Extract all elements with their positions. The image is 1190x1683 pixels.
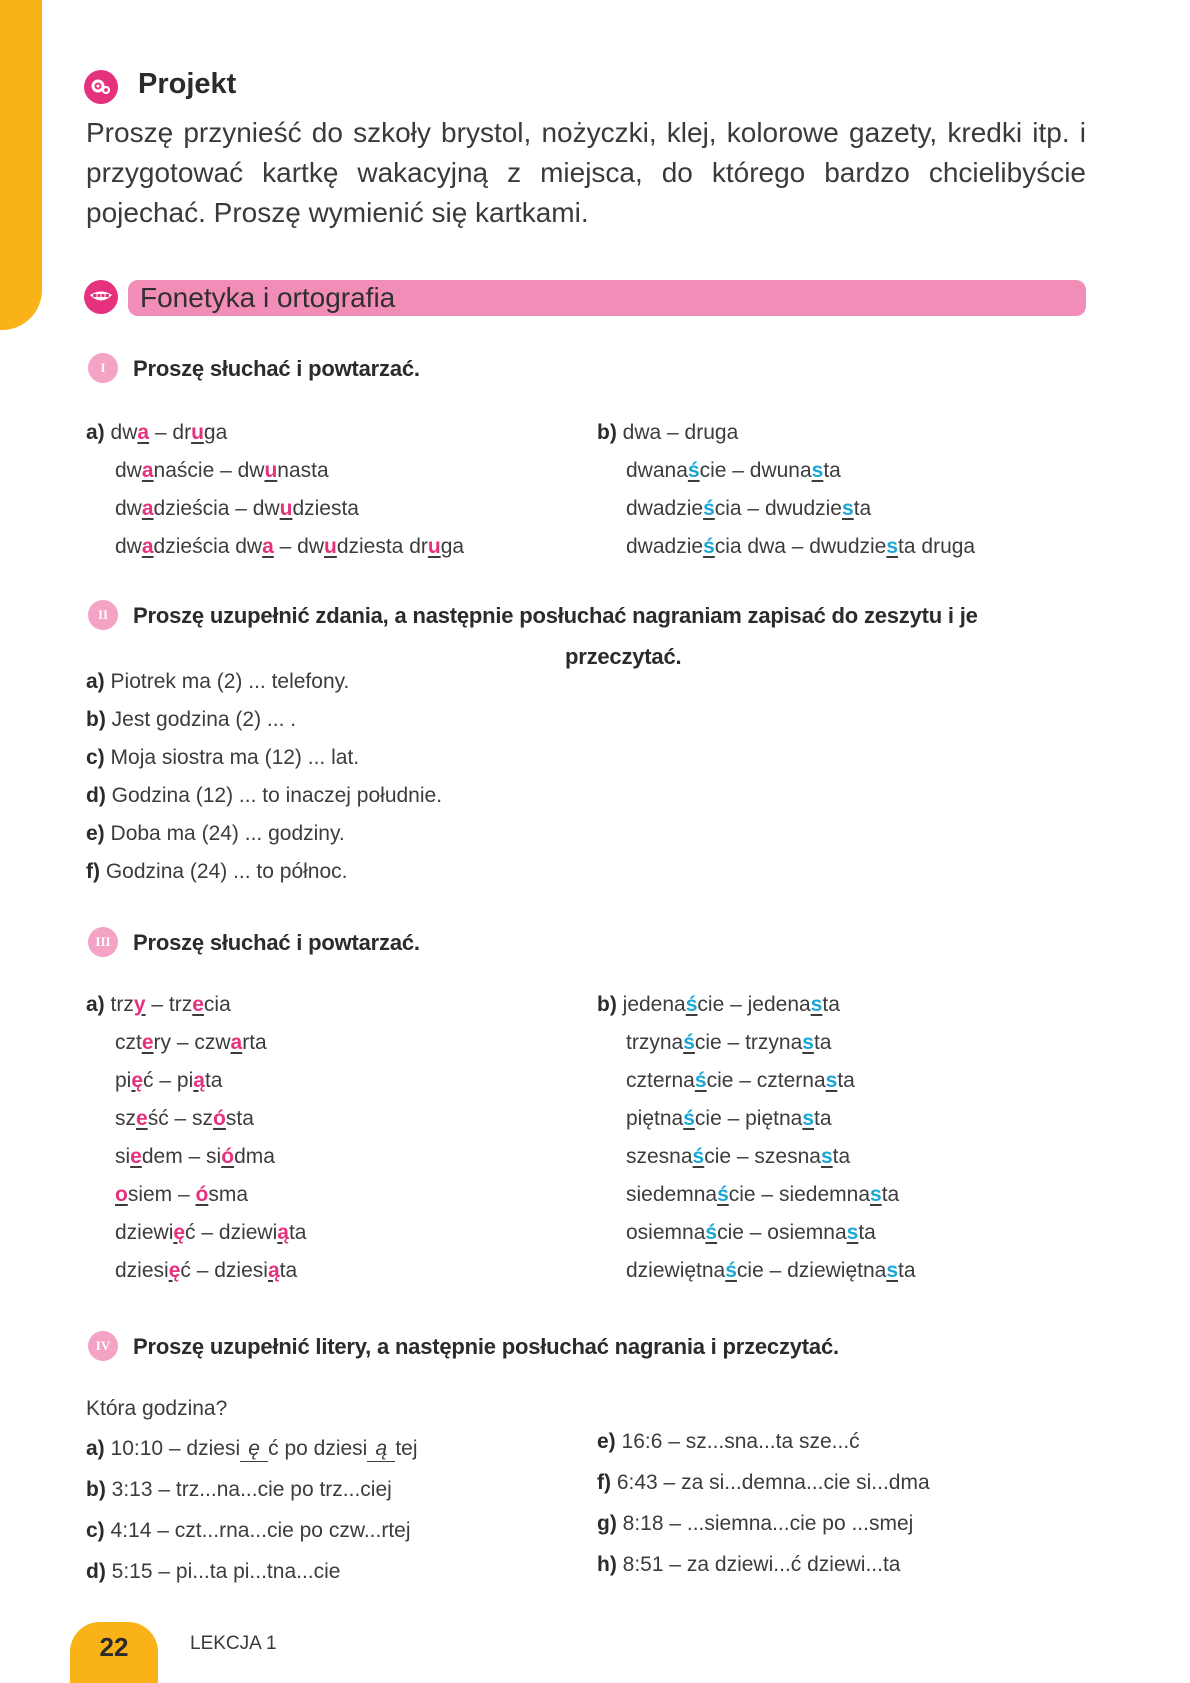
list-item: b) dwa – druga [597,421,739,444]
list-item: dwadzieścia – dwudziesta [626,497,872,520]
ex4-column-right [597,1421,930,1585]
mouth-icon [84,280,118,314]
list-item: c) Moja siostra ma (12) ... lat. [86,746,360,769]
exercise-number-badge: III [88,927,118,957]
list-item: b) jedenaście – jedenasta [597,993,840,1016]
list-item: a) dwa – druga [86,421,228,444]
list-item: szesnaście – szesnasta [626,1145,851,1168]
list-item: piętnaście – piętnasta [626,1107,832,1130]
projekt-heading: Projekt [138,68,237,100]
exercise-instruction-cont: przeczytać. [565,644,682,669]
list-item: czternaście – czternasta [626,1069,855,1092]
list-item: g) 8:18 – ...siemna...cie po ...smej [597,1512,914,1535]
list-item: dziesięć – dziesiąta [115,1259,298,1282]
ex3-column-a [86,986,306,1290]
gears-icon [84,70,118,104]
list-item: pięć – piąta [115,1069,223,1092]
list-item: siedem – siódma [115,1145,275,1168]
ex3-column-b [597,986,916,1290]
fonetyka-bar [128,280,1086,316]
list-item: cztery – czwarta [115,1031,267,1054]
list-item: e) 16:6 – sz...sna...ta sze...ć [597,1430,860,1453]
exercise-instruction: Proszę słuchać i powtarzać. [133,356,420,381]
projekt-text: Proszę przynieść do szkoły brystol, nożyczki, klej, kolorowe gazety, kredki itp. i przygotować kartkę wakacyjną z miejsca, do którego bardzo chcielibyście pojechać. Proszę wymienić się kartkami. [86,117,1086,228]
ex2-sentences [86,663,442,891]
list-item: dwadzieścia dwa – dwudziesta druga [626,535,976,558]
page-number: 22 [70,1622,158,1683]
list-item: h) 8:51 – za dziewi...ć dziewi...ta [597,1553,901,1576]
ex1-column-a [86,414,464,566]
list-item: trzynaście – trzynasta [626,1031,832,1054]
exercise-instruction: Proszę uzupełnić zdania, a następnie posłuchać nagraniam zapisać do zeszytu i je [133,603,978,628]
exercise-number-badge: IV [88,1331,118,1361]
list-item: dwadzieścia – dwudziesta [115,497,359,520]
list-item: a) trzy – trzecia [86,993,231,1016]
list-item: sześć – szósta [115,1107,254,1130]
exercise-instruction: Proszę uzupełnić litery, a następnie posłuchać nagrania i przeczytać. [133,1334,839,1359]
list-item: osiem – ósma [115,1183,249,1206]
list-item: dziewiętnaście – dziewiętnasta [626,1259,916,1282]
lesson-label: LEKCJA 1 [190,1633,277,1654]
list-item: dwadzieścia dwa – dwudziesta druga [115,535,465,558]
list-item: dziewięć – dziewiąta [115,1221,307,1244]
side-tab [0,0,42,330]
list-item: osiemnaście – osiemnasta [626,1221,876,1244]
list-item: d) Godzina (12) ... to inaczej południe. [86,784,443,807]
list-item: a) 10:10 – dziesi ę ć po dziesi ą tej [86,1437,418,1460]
exercise-number-badge: II [88,600,118,630]
list-item: siedemnaście – siedemnasta [626,1183,900,1206]
list-item: f) 6:43 – za si...demna...cie si...dma [597,1471,930,1494]
ex1-column-b [597,414,975,566]
list-item: b) Jest godzina (2) ... . [86,708,297,731]
list-item: dwanaście – dwunasta [115,459,329,482]
list-item: a) Piotrek ma (2) ... telefony. [86,670,350,693]
exercise-number-badge: I [88,353,118,383]
fonetyka-title: Fonetyka i ortografia [140,282,396,313]
list-item: d) 5:15 – pi...ta pi...tna...cie [86,1560,341,1583]
list-item: b) 3:13 – trz...na...cie po trz...ciej [86,1478,392,1501]
exercise-instruction: Proszę słuchać i powtarzać. [133,930,420,955]
list-item: dwanaście – dwunasta [626,459,841,482]
list-item: c) 4:14 – czt...rna...cie po czw...rtej [86,1519,411,1542]
list-item: f) Godzina (24) ... to północ. [86,860,348,883]
ex4-column-left [86,1390,418,1592]
list-item: e) Doba ma (24) ... godziny. [86,822,345,845]
question: Która godzina? [86,1397,228,1420]
